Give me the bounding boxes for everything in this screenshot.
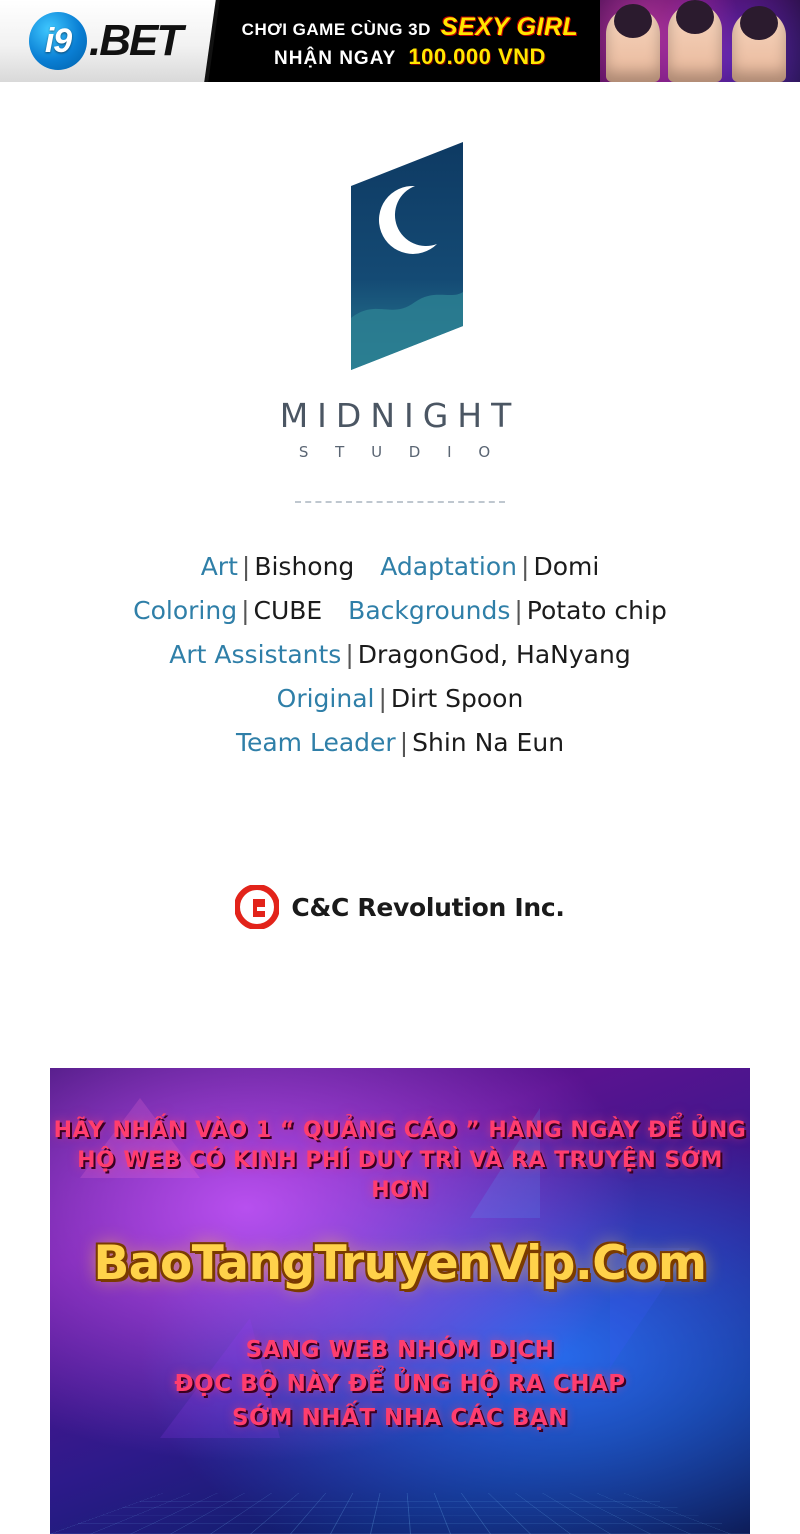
credit-row — [0, 545, 800, 589]
credit-name: Dirt Spoon — [390, 684, 524, 713]
ad-model-figure — [732, 10, 786, 82]
top-advertisement-banner[interactable] — [0, 0, 800, 82]
credit-row — [0, 677, 800, 721]
credit-name: DragonGod, HaNyang — [357, 640, 631, 669]
bottom-promo-banner[interactable] — [50, 1068, 750, 1534]
credit-name: Shin Na Eun — [412, 728, 565, 757]
credit-name: Potato chip — [526, 596, 667, 625]
ad-offer-row — [274, 44, 546, 70]
studio-logo-subtitle: S T U D I O — [298, 443, 502, 461]
credits-divider — [295, 501, 505, 503]
credit-separator: | — [241, 552, 251, 581]
credit-row — [0, 721, 800, 765]
studio-logo-title: MIDNIGHT — [279, 396, 521, 435]
ad-brand-logo[interactable] — [0, 0, 216, 82]
promo-website-link[interactable]: BaoTangTruyenVip.Com — [93, 1236, 707, 1291]
credit-row — [0, 589, 800, 633]
credit-role: Art — [200, 552, 238, 581]
promo-text-block — [50, 1068, 750, 1534]
credit-name: Domi — [533, 552, 600, 581]
credit-entry — [201, 552, 363, 581]
credit-separator: | — [241, 596, 250, 625]
ad-headline-primary: CHƠI GAME CÙNG 3D — [241, 19, 431, 39]
credit-entry — [169, 640, 630, 669]
cc-revolution-logo-icon — [235, 885, 279, 929]
promo-footer-text — [174, 1333, 625, 1435]
ad-headline-row — [242, 13, 579, 42]
promo-instruction-line-1: HÃY NHẤN VÀO 1 “ QUẢNG CÁO ” HÀNG NGÀY ĐỂ ỦNG — [53, 1118, 747, 1143]
studio-logo-block — [0, 142, 800, 461]
promo-instruction-text — [50, 1116, 750, 1206]
credit-role: Team Leader — [235, 728, 396, 757]
credit-entry — [380, 552, 599, 581]
credit-role: Art Assistants — [169, 640, 342, 669]
credit-entry — [277, 684, 524, 713]
credit-role: Adaptation — [380, 552, 517, 581]
ad-copy-block — [210, 0, 600, 82]
ad-brand-i9-badge: i9 — [29, 12, 87, 70]
credit-separator: | — [514, 596, 523, 625]
credits-list — [0, 545, 800, 765]
ad-models-artwork — [600, 0, 800, 82]
credit-separator: | — [345, 640, 354, 669]
ad-offer-amount: 100.000 VND — [408, 43, 546, 69]
ad-offer-label: NHẬN NGAY — [274, 47, 397, 69]
promo-footer-line-3: SỚM NHẤT NHA CÁC BẠN — [231, 1405, 568, 1431]
credit-entry — [236, 728, 564, 757]
credit-role: Coloring — [133, 596, 238, 625]
credit-row — [0, 633, 800, 677]
credit-name: Bishong — [254, 552, 355, 581]
credit-entry — [348, 596, 667, 625]
promo-footer-line-2: ĐỌC BỘ NÀY ĐỂ ỦNG HỘ RA CHAP — [174, 1371, 626, 1397]
credit-separator: | — [399, 728, 409, 757]
credit-separator: | — [521, 552, 530, 581]
ad-brand-bet-text: .BET — [88, 16, 182, 65]
publisher-block — [0, 885, 800, 929]
comic-credits-panel — [0, 82, 800, 929]
credit-entry — [133, 596, 330, 625]
credit-role: Original — [276, 684, 375, 713]
promo-instruction-line-2: HỘ WEB CÓ KINH PHÍ DUY TRÌ VÀ RA TRUYỆN SỚM HƠN — [77, 1148, 723, 1203]
credit-separator: | — [378, 684, 387, 713]
credit-name: CUBE — [253, 596, 323, 625]
promo-footer-line-1: SANG WEB NHÓM DỊCH — [245, 1337, 555, 1363]
publisher-name: C&C Revolution Inc. — [291, 892, 565, 922]
midnight-moon-logo-icon — [343, 142, 471, 370]
credit-role: Backgrounds — [348, 596, 511, 625]
ad-model-figure — [668, 4, 722, 82]
ad-headline-highlight: SEXY GIRL — [440, 12, 579, 41]
ad-model-figure — [606, 8, 660, 82]
